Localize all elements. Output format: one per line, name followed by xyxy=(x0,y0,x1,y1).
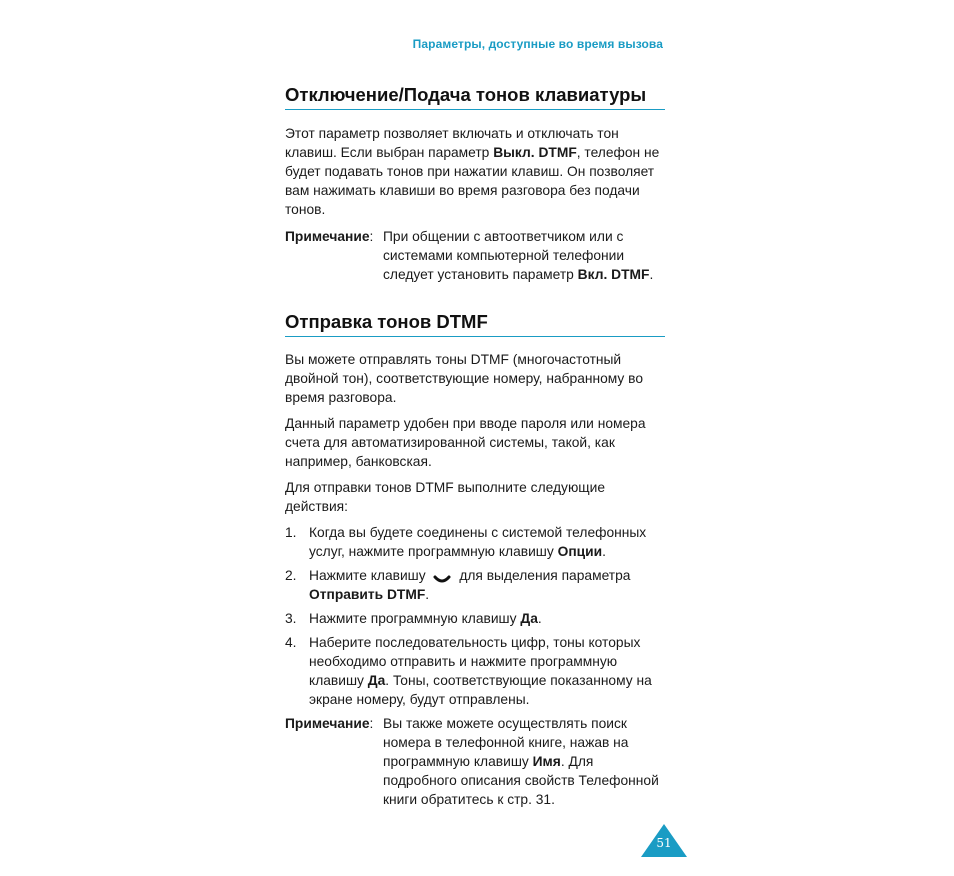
softkey-name: Имя xyxy=(532,754,561,769)
running-header: Параметры, доступные во время вызова xyxy=(412,37,663,51)
steps-list xyxy=(285,523,665,709)
section-heading-send-dtmf: Отправка тонов DTMF xyxy=(285,311,665,337)
note-phonebook xyxy=(285,714,665,809)
paragraph-dtmf-intro: Вы можете отправлять тоны DTMF (многочастотный двойной тон), соответствующие номеру, набранному во время разговора. xyxy=(285,352,644,405)
list-item: 4. Наберите последовательность цифр, тоны которых необходимо отправить и нажмите программную клавишу Да. Тоны, соответствующие показанному на экране номеру, будут отправлены. xyxy=(285,635,652,707)
note-label: Примечание: xyxy=(285,229,374,244)
section-heading-key-tones: Отключение/Подача тонов клавиатуры xyxy=(285,84,665,110)
section-key-tones xyxy=(285,84,665,284)
down-nav-key-icon xyxy=(433,571,451,581)
page-number: 51 xyxy=(656,836,672,850)
list-item: 2. Нажмите клавишу для выделения параметра Отправить DTMF. xyxy=(285,568,631,602)
paragraph-dtmf-usage: Данный параметр удобен при вводе пароля или номера счета для автоматизированной системы, такой, как например, банковская. xyxy=(285,416,646,469)
paragraph-key-tones xyxy=(285,124,665,219)
option-off-dtmf: Выкл. DTMF xyxy=(493,145,577,160)
option-on-dtmf: Вкл. DTMF xyxy=(577,267,650,282)
paragraph-dtmf-steps-intro: Для отправки тонов DTMF выполните следующие действия: xyxy=(285,480,606,514)
section-send-dtmf xyxy=(285,311,665,809)
note-label: Примечание: xyxy=(285,716,374,731)
list-item: 3. Нажмите программную клавишу Да. xyxy=(285,611,542,626)
note-key-tones xyxy=(285,227,665,284)
note-body: Вы также можете осуществлять поиск номера в телефонной книге, нажав на программную клавишу Имя. Для подробного описания свойств Телефонной книги обратитесь к стр. 31. xyxy=(383,716,659,807)
main-column xyxy=(285,84,665,809)
list-item: 1. Когда вы будете соединены с системой телефонных услуг, нажмите программную клавишу Опции. xyxy=(285,525,647,559)
text-run: , телефон не будет подавать тонов при нажатии клавиш. Он позволяет вам нажимать клавиши во время разговора без подачи тонов. xyxy=(285,145,660,217)
text-run: Этот параметр позволяет включать и отключать тон клавиш. Если выбран параметр xyxy=(285,126,619,160)
note-body: При общении с автоответчиком или с системами компьютерной телефонии следует установить параметр Вкл. DTMF. xyxy=(383,229,654,282)
